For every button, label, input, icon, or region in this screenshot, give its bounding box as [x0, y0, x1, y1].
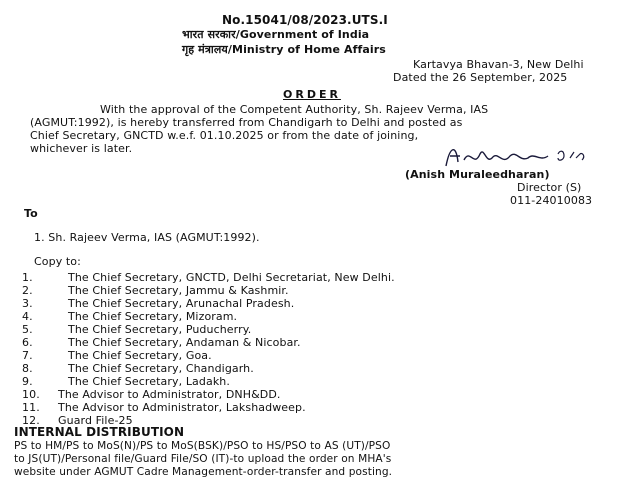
signatory-name: (Anish Muraleedharan)	[405, 168, 550, 181]
internal-distribution-line: PS to HM/PS to MoS(N)/PS to MoS(BSK)/PSO to HS/PSO to AS (UT)/PSO	[14, 440, 391, 452]
copy-list-item: 12. Guard File-25	[22, 414, 133, 427]
to-recipient: 1. Sh. Rajeev Verma, IAS (AGMUT:1992).	[34, 231, 260, 244]
ministry-line: गृह मंत्रालय/Ministry of Home Affairs	[182, 43, 386, 56]
office-address: Kartavya Bhavan-3, New Delhi	[413, 58, 584, 71]
signatory-designation: Director (S)	[517, 181, 582, 194]
copy-list-item: 2. The Chief Secretary, Jammu & Kashmir.	[22, 284, 289, 297]
copy-list-item: 10. The Advisor to Administrator, DNH&DD.	[22, 388, 281, 401]
government-line: भारत सरकार/Government of India	[182, 28, 370, 41]
copy-to-label: Copy to:	[34, 255, 81, 268]
copy-list-item: 4. The Chief Secretary, Mizoram.	[22, 310, 238, 323]
body-line: Chief Secretary, GNCTD w.e.f. 01.10.2025 or from the date of joining,	[30, 129, 419, 142]
body-line: (AGMUT:1992), is hereby transferred from Chandigarh to Delhi and posted as	[30, 116, 463, 129]
signatory-phone: 011-24010083	[510, 194, 593, 207]
copy-list-item: 9. The Chief Secretary, Ladakh.	[22, 375, 230, 388]
order-date: Dated the 26 September, 2025	[393, 71, 568, 84]
internal-distribution-title: INTERNAL DISTRIBUTION	[14, 425, 185, 439]
copy-list-item: 5. The Chief Secretary, Puducherry.	[22, 323, 252, 336]
to-label: To	[24, 207, 38, 220]
body-line: whichever is later.	[30, 142, 133, 155]
copy-list-item: 11. The Advisor to Administrator, Lakshadweep.	[22, 401, 306, 414]
copy-list-item: 6. The Chief Secretary, Andaman & Nicobar.	[22, 336, 301, 349]
copy-list-item: 8. The Chief Secretary, Chandigarh.	[22, 362, 254, 375]
body-line: With the approval of the Competent Authority, Sh. Rajeev Verma, IAS	[100, 103, 489, 116]
internal-distribution-line: to JS(UT)/Personal file/Guard File/SO (IT)-to upload the order on MHA's	[14, 453, 392, 465]
order-title: ORDER	[283, 88, 341, 101]
internal-distribution-line: website under AGMUT Cadre Management-order-transfer and posting.	[14, 466, 393, 478]
copy-list-item: 3. The Chief Secretary, Arunachal Pradesh.	[22, 297, 295, 310]
copy-list-item: 7. The Chief Secretary, Goa.	[22, 349, 212, 362]
file-number: No.15041/08/2023.UTS.I	[222, 13, 388, 27]
copy-list-item: 1. The Chief Secretary, GNCTD, Delhi Secretariat, New Delhi.	[22, 271, 395, 284]
